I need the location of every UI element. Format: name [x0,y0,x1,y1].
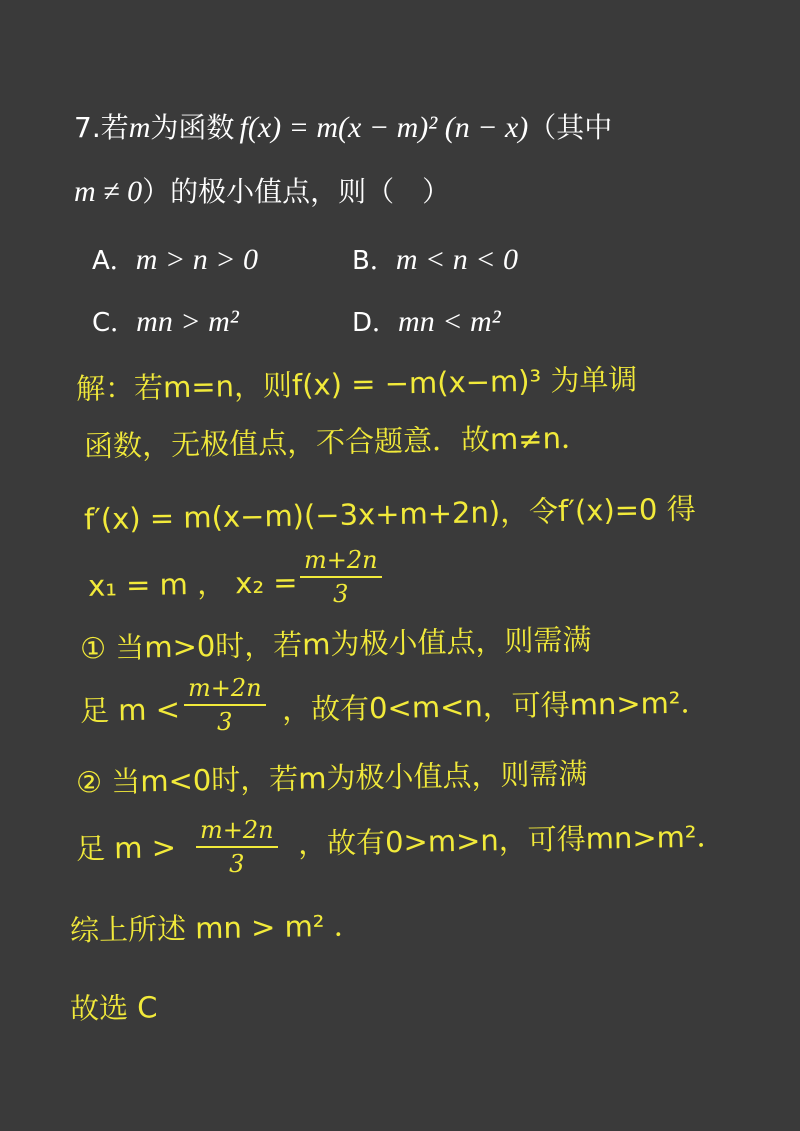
solution-answer: 故选 C [69,990,158,1026]
fraction-x2-denominator: 3 [333,580,349,608]
solution-line-6-start: 足 m < [79,692,181,728]
question-line-1 [74,106,612,146]
solution-line-5: ① 当m>0时，若m为极小值点，则需满 [79,622,592,666]
option-a-label: A． [92,246,136,276]
fraction-case-2-denominator: 3 [229,850,245,878]
option-d-label: D． [352,308,399,338]
question-line-2 [74,170,450,210]
option-a-expr: m > n > 0 [135,243,258,276]
question-function-expression: f(x) = m(x − m)² (n − x) [239,111,529,144]
fraction-case-1-denominator: 3 [217,708,233,736]
solution-line-4: x₁ = m ， x₂ = [87,565,298,603]
question-variable-m: m [128,111,151,144]
solution-line-6-end: ，故有0<m<n，可得mn>m²． [281,685,710,727]
option-c-label: C． [92,308,137,338]
fraction-case-2 [196,816,278,878]
question-text-a: 为函数 [150,111,235,144]
solution-line-2: 函数，无极值点，不合题意．故m≠n． [83,420,591,464]
question-number-text: 7.若 [74,111,129,144]
solution-line-1: 解：若m=n，则f(x) = −m(x−m)³ 为单调 [75,362,638,406]
solution-summary: 综上所述 mn > m² ． [69,908,363,948]
question-text-c: ）的极小值点，则（ ） [142,175,451,208]
question-text-b: （其中 [528,111,613,144]
option-d [352,302,501,339]
option-a [92,240,258,277]
option-b-expr: m < n < 0 [395,243,518,276]
solution-line-8-end: ，故有0>m>n，可得mn>m²． [297,819,726,861]
solution-line-8-start: 足 m > [75,830,177,866]
fraction-case-1-numerator: m+2n [188,674,262,702]
fraction-x2-numerator: m+2n [304,546,378,574]
option-b [352,240,518,277]
fraction-x2 [300,546,382,608]
option-b-label: B． [352,246,396,276]
fraction-case-2-numerator: m+2n [200,816,274,844]
option-c-expr: mn > m² [136,305,239,338]
fraction-case-1 [184,674,266,736]
solution-line-7: ② 当m<0时，若m为极小值点，则需满 [75,756,588,800]
solution-line-3: f′(x) = m(x−m)(−3x+m+2n)，令f′(x)=0 得 [83,491,696,537]
option-c [92,302,239,339]
option-d-expr: mn < m² [398,305,501,338]
question-condition: m ≠ 0 [74,175,143,208]
